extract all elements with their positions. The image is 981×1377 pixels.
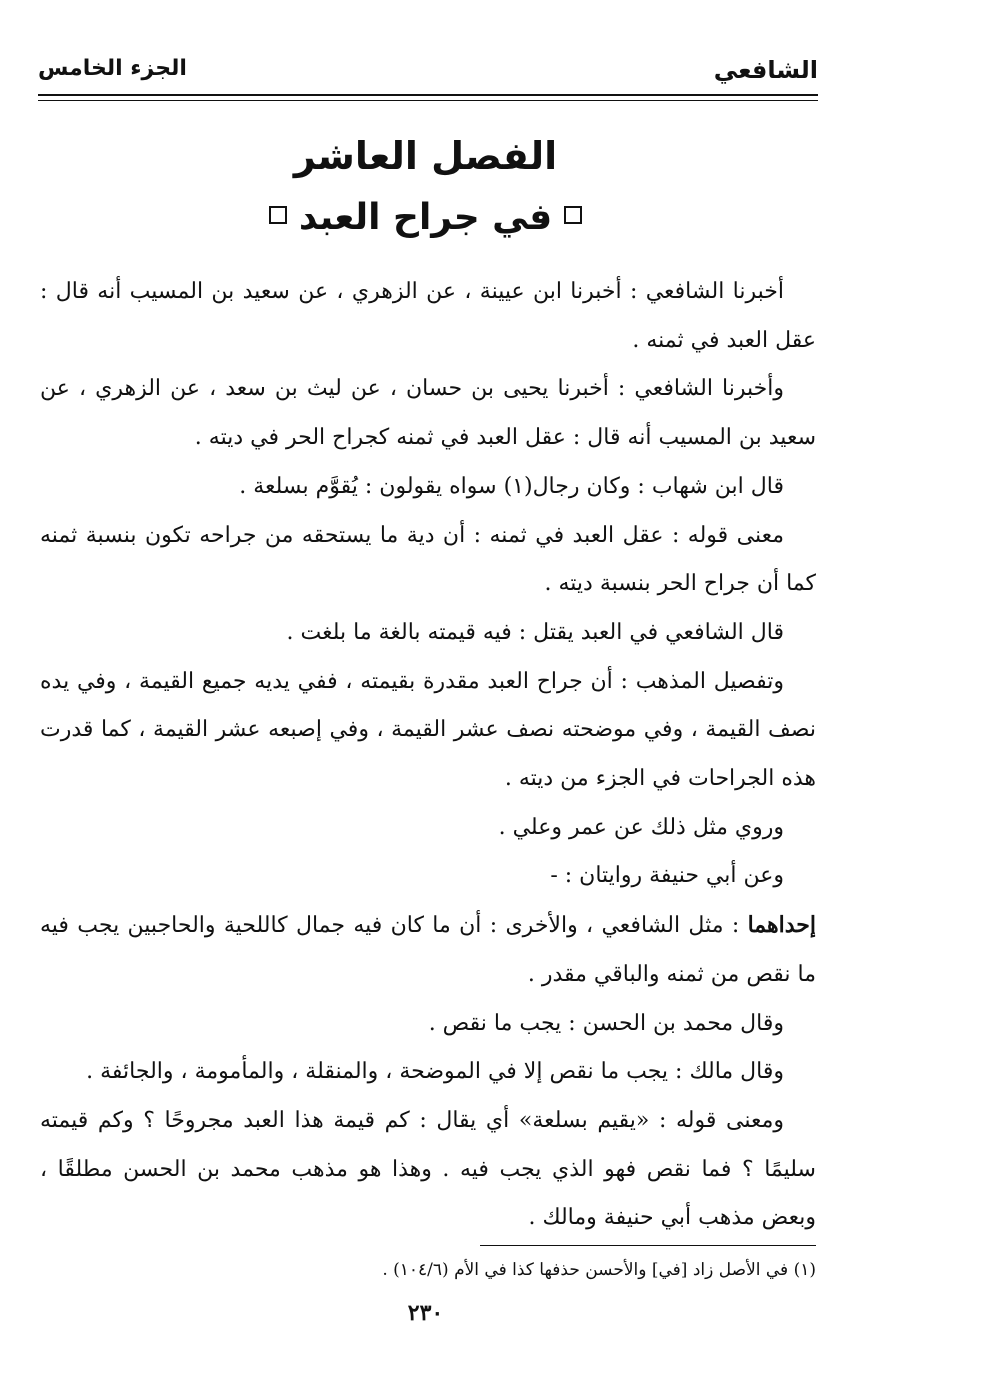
header-rule [38, 94, 818, 96]
chapter-title: الفصل العاشر [293, 134, 558, 178]
paragraph-ihdahuma-text: : مثل الشافعي ، والأخرى : أن ما كان فيه جمال كاللحية والحاجبين يجب فيه ما نقص من ثمنه والباقي مقدر . [40, 913, 816, 987]
paragraph: وتفصيل المذهب : أن جراح العبد مقدرة بقيمته ، ففي يديه جميع القيمة ، وفي يده نصف القيمة ، وفي موضحته نصف عشر القيمة ، وفي إصبعه عشر القيمة ، كما قدرت هذه الجراحات في الجزء من ديته . [40, 668, 816, 792]
paragraph: وقال محمد بن الحسن : يجب ما نقص . [428, 1010, 784, 1036]
paragraph: وعن أبي حنيفة روايتان : - [550, 863, 784, 889]
chapter-subtitle-text: في جراح العبد [298, 197, 553, 238]
body-text [40, 268, 816, 1243]
paragraph: وقال مالك : يجب ما نقص إلا في الموضحة ، والمنقلة ، والمأمومة ، والجائفة . [86, 1059, 784, 1085]
paragraph: قال ابن شهاب : وكان رجال(١) سواه يقولون : يُقوَّم بسلعة . [239, 473, 784, 499]
chapter-subtitle [0, 190, 851, 246]
bold-term: إحداهما [747, 912, 816, 939]
paragraph: معنى قوله : عقل العبد في ثمنه : أن دية ما يستحقه من جراحه تكون بنسبة ثمنه كما أن جراح الحر بنسبة ديته . [40, 522, 816, 597]
paragraph-ihdahuma [40, 901, 816, 999]
paragraph: أخبرنا الشافعي : أخبرنا ابن عيينة ، عن الزهري ، عن سعيد بن المسيب أنه قال : عقل العبد في ثمنه . [40, 279, 816, 353]
footnote-rule [480, 1245, 816, 1246]
paragraph: قال الشافعي في العبد يقتل : فيه قيمته بالغة ما بلغت . [286, 619, 784, 645]
running-head-book-title: الشافعي [713, 56, 818, 84]
running-head [38, 52, 818, 96]
paragraph: وأخبرنا الشافعي : أخبرنا يحيى بن حسان ، عن ليث بن سعد ، عن الزهري ، عن سعيد بن المسيب أنه قال : عقل العبد في ثمنه كجراح الحر في ديته . [40, 376, 816, 451]
running-head-volume: الجزء الخامس [38, 56, 187, 81]
close-box-icon [269, 206, 287, 224]
footnote: (١) في الأصل زاد [في] والأحسن حذفها كذا في الأم (١٠٤/٦) . [382, 1260, 816, 1280]
header-rule-thin [38, 100, 818, 101]
paragraph: وروي مثل ذلك عن عمر وعلي . [498, 814, 784, 840]
paragraph: ومعنى قوله : «يقيم بسلعة» أي يقال : كم قيمة هذا العبد مجروحًا ؟ وكم قيمته سليمًا ؟ فما نقص فهو الذي يجب فيه . وهذا هو مذهب محمد بن الحسن مطلقًا ، وبعض مذهب أبي حنيفة ومالك . [40, 1107, 816, 1231]
page-number: ٢٣٠ [407, 1300, 444, 1326]
open-box-icon [564, 206, 582, 224]
